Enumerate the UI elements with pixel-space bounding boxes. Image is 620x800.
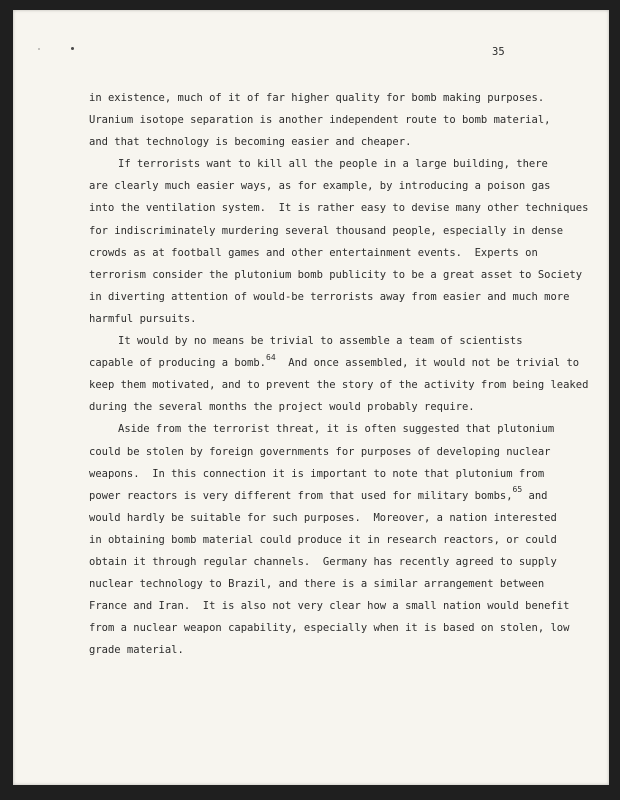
- line-text: And once assembled, it would not be trivial to: [275, 357, 580, 370]
- text-line: [89, 599, 609, 614]
- paragraph: [89, 422, 609, 658]
- text-line: [89, 179, 609, 194]
- line-text: harmful pursuits.: [89, 312, 197, 325]
- line-text: capable of producing a bomb.: [89, 357, 267, 370]
- line-text: weapons. In this connection it is important to note that plutonium from: [89, 467, 545, 480]
- body-text: [89, 91, 609, 665]
- line-text: for indiscriminately murdering several thousand people, especially in dense: [89, 224, 564, 237]
- line-text: grade material.: [89, 644, 184, 657]
- text-line: [89, 621, 609, 636]
- text-line: [89, 312, 609, 327]
- document-page: [13, 10, 609, 785]
- text-line: [89, 378, 609, 393]
- line-text: and: [522, 489, 548, 502]
- line-text: in obtaining bomb material could produce it in research reactors, or could: [89, 533, 557, 546]
- text-line: [89, 467, 609, 482]
- text-line: [89, 555, 609, 570]
- line-text: could be stolen by foreign governments for purposes of developing nuclear: [89, 445, 551, 458]
- text-line: [89, 352, 609, 371]
- scan-speck: [71, 47, 74, 50]
- text-line: [89, 400, 609, 415]
- line-text: Aside from the terrorist threat, it is often suggested that plutonium: [118, 423, 555, 436]
- text-line: [89, 201, 609, 216]
- paragraph: [89, 91, 609, 150]
- line-text: nuclear technology to Brazil, and there is a similar arrangement between: [89, 578, 545, 591]
- line-text: would hardly be suitable for such purposes. Moreover, a nation interested: [89, 511, 557, 524]
- footnote-marker: 64: [266, 352, 276, 362]
- line-text: If terrorists want to kill all the people in a large building, there: [118, 158, 548, 171]
- text-line: [89, 290, 609, 305]
- line-text: terrorism consider the plutonium bomb publicity to be a great asset to Society: [89, 268, 583, 281]
- text-line: [89, 485, 609, 504]
- text-line: [89, 91, 609, 106]
- paragraph: [89, 334, 609, 415]
- text-line: [89, 334, 609, 349]
- text-line: [89, 422, 609, 437]
- scan-speck: [38, 48, 40, 50]
- text-line: [89, 268, 609, 283]
- text-line: [89, 511, 609, 526]
- text-line: [89, 643, 609, 658]
- line-text: from a nuclear weapon capability, especially when it is based on stolen, low: [89, 622, 570, 635]
- paragraph: [89, 157, 609, 327]
- line-text: in diverting attention of would-be terrorists away from easier and much more: [89, 290, 570, 303]
- line-text: obtain it through regular channels. Germany has recently agreed to supply: [89, 555, 557, 568]
- line-text: crowds as at football games and other entertainment events. Experts on: [89, 246, 538, 259]
- line-text: keep them motivated, and to prevent the story of the activity from being leaked: [89, 379, 589, 392]
- text-line: [89, 445, 609, 460]
- line-text: France and Iran. It is also not very clear how a small nation would benefit: [89, 600, 570, 613]
- text-line: [89, 224, 609, 239]
- text-line: [89, 113, 609, 128]
- line-text: in existence, much of it of far higher quality for bomb making purposes.: [89, 92, 545, 104]
- line-text: power reactors is very different from that used for military bombs,: [89, 489, 513, 502]
- text-line: [89, 135, 609, 150]
- text-line: [89, 246, 609, 261]
- line-text: Uranium isotope separation is another independent route to bomb material,: [89, 114, 551, 127]
- line-text: into the ventilation system. It is rather easy to devise many other techniques: [89, 202, 589, 215]
- line-text: and that technology is becoming easier and cheaper.: [89, 136, 412, 149]
- footnote-marker: 65: [512, 485, 523, 495]
- line-text: during the several months the project would probably require.: [89, 401, 475, 414]
- page-number: 35: [492, 46, 505, 58]
- text-line: [89, 157, 609, 172]
- text-line: [89, 533, 609, 548]
- line-text: are clearly much easier ways, as for example, by introducing a poison gas: [89, 180, 551, 193]
- text-line: [89, 577, 609, 592]
- line-text: It would by no means be trivial to assemble a team of scientists: [118, 335, 523, 348]
